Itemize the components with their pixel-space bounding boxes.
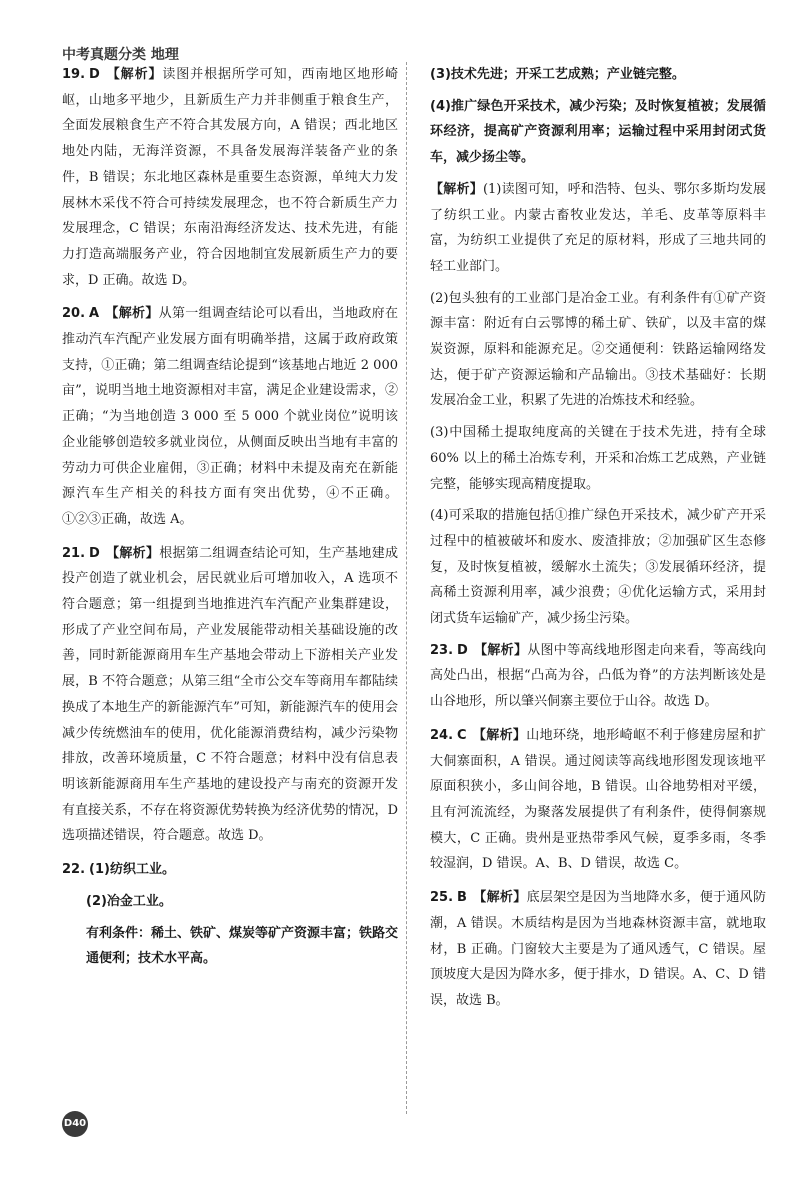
- analysis-text: 从图中等高线地形图走向来看，等高线向高处凸出，根据“凸高为谷，凸低为脊”的方法判断该处是山谷地形，所以肇兴侗寨主要位于山谷。故选 D。: [430, 642, 766, 710]
- question-number: 25.: [430, 890, 454, 906]
- answer-part-1: (1)纺织工业。: [89, 862, 175, 878]
- answer-item-23: [430, 638, 766, 715]
- answer-item-19: [62, 62, 398, 293]
- analysis-text: 底层架空是因为当地降水多，便于通风防潮，A 错误。木质结构是因为当地森林资源丰富，就地取材，B 正确。门窗较大主要是为了通风透气，C 错误。屋顶坡度大是因为降水多，便于排水，D 错误。A、C、D 错误，故选 B。: [430, 890, 766, 1008]
- answer-item-22: [62, 857, 398, 972]
- question-number: 23.: [430, 642, 454, 658]
- analysis-part-1: [430, 177, 766, 280]
- answer-item-20: [62, 301, 398, 532]
- answer-item-24: [430, 723, 766, 877]
- analysis-text: 山地环绕，地形崎岖不利于修建房屋和扩大侗寨面积，A 错误。通过阅读等高线地形图发现该地平原面积狭小，多山间谷地，B 错误。山谷地势相对平缓，且有河流流经，为聚落发展提供了有利条件，使得侗寨规模大，C 正确。贵州是亚热带季风气候，夏季多雨，冬季较湿润，D 错误。A、B、D 错误，故选 C。: [430, 727, 766, 872]
- answer-letter: D: [89, 67, 100, 82]
- column-divider: [406, 62, 407, 1114]
- question-number: 21.: [62, 545, 86, 561]
- analysis-tag: 【解析】: [105, 67, 163, 82]
- analysis-part-4: (4)可采取的措施包括①推广绿色开采技术，减少矿产开采过程中的植被破坏和废水、废渣排放；②加强矿区生态修复，及时恢复植被，缓解水土流失；③发展循环经济，提高稀土资源利用率，减少浪费；④优化运输方式，采用封闭式货车运输矿产，减少扬尘污染。: [430, 508, 766, 627]
- analysis-text: (1)读图可知，呼和浩特、包头、鄂尔多斯均发展了纺织工业。内蒙古畜牧业发达，羊毛、皮革等原料丰富，为纺织工业提供了充足的原材料，形成了三地共同的轻工业部门。: [430, 181, 766, 274]
- analysis-tag: 【解析】: [105, 306, 159, 322]
- analysis-part-2: (2)包头独有的工业部门是冶金工业。有利条件有①矿产资源丰富：附近有白云鄂博的稀土矿、铁矿，以及丰富的煤炭资源，原料和能源充足。②交通便利：铁路运输网络发达，便于矿产资源运输和产品输出。③技术基础好：长期发展冶金工业，积累了先进的冶炼技术和经验。: [430, 290, 766, 409]
- question-number: 20.: [62, 306, 86, 322]
- answer-item-25: [430, 885, 766, 1014]
- analysis-text: 从第一组调查结论可以看出，当地政府在推动汽车汽配产业发展方面有明确举措，这属于政府政策支持，①正确；第二组调查结论提到“该基地占地近 2 000 亩”，说明当地土地资源相对丰富，满足企业建设需求，②正确；“为当地创造 3 000 至 5 000 个就业岗位”说明该企业能够创造较多就业岗位，从侧面反映出当地有丰富的劳动力可供企业雇佣，③正确；材料中未提及南充在新能源汽车生产相关的科技方面有突出优势，④不正确。①②③正确，故选 A。: [62, 306, 398, 527]
- answer-part-3: (3)技术先进；开采工艺成熟；产业链完整。: [430, 67, 685, 82]
- left-column: [62, 62, 398, 978]
- right-column: [430, 62, 766, 1022]
- answer-part-2-conditions: 有利条件：稀土、铁矿、煤炭等矿产资源丰富；铁路交通便利；技术水平高。: [86, 925, 399, 967]
- analysis-tag: 【解析】: [472, 727, 527, 743]
- answer-part-4: (4)推广绿色开采技术，减少污染；及时恢复植被；发展循环经济，提高矿产资源利用率；运输过程中采用封闭式货车，减少扬尘等。: [430, 98, 766, 166]
- analysis-tag: 【解析】: [105, 545, 160, 561]
- answer-part-2: (2)冶金工业。: [86, 893, 172, 909]
- analysis-part-3: (3)中国稀土提取纯度高的关键在于技术先进，持有全球 60% 以上的稀土冶炼专利，开采和冶炼工艺成熟，产业链完整，能够实现高精度提取。: [430, 425, 766, 492]
- answer-letter: C: [457, 727, 467, 743]
- question-number: 22.: [62, 862, 86, 878]
- analysis-text: 读图并根据所学可知，西南地区地形崎岖，山地多平地少，且新质生产力并非侧重于粮食生产，全面发展粮食生产不符合其发展方向，A 错误；西北地区地处内陆，无海洋资源，不具备发展海洋装备产业的条件，B 错误；东北地区森林是重要生态资源，单纯大力发展林木采伐不符合可持续发展理念，也不符合新质生产力发展理念，C 错误；东南沿海经济发达、技术先进，有能力打造高端服务产业，符合因地制宜发展新质生产力的要求，D 正确。故选 D。: [62, 67, 398, 288]
- analysis-tag: 【解析】: [473, 642, 528, 658]
- page-number-badge: D40: [62, 1111, 88, 1137]
- answer-item-21: [62, 541, 398, 849]
- answer-letter: D: [89, 545, 100, 561]
- answer-letter: B: [457, 890, 467, 906]
- answer-letter: A: [89, 306, 100, 322]
- running-header: 中考真题分类 地理: [62, 47, 179, 63]
- answer-letter: D: [457, 642, 468, 658]
- question-number: 24.: [430, 727, 454, 743]
- analysis-text: 根据第二组调查结论可知，生产基地建成投产创造了就业机会，居民就业后可增加收入，A 选项不符合题意；第一组提到当地推进汽车汽配产业集群建设，形成了产业空间布局，产业发展能带动相关基础设施的改善，同时新能源商用车生产基地会带动上下游相关产业发展，B 不符合题意；从第三组“全市公交车等商用车都陆续换成了本地生产的新能源汽车”可知，新能源汽车的使用会减少传统燃油车的使用，优化能源消费结构，减少污染物排放，改善环境质量，C 不符合题意；材料中没有信息表明该新能源商用车生产基地的建设投产与南充的资源开发有直接关系，不存在将资源优势转换为经济优势的情况，D 选项描述错误，符合题意。故选 D。: [62, 545, 398, 844]
- question-number: 19.: [62, 67, 86, 82]
- analysis-tag: 【解析】: [472, 890, 527, 906]
- analysis-tag: 【解析】: [430, 181, 483, 197]
